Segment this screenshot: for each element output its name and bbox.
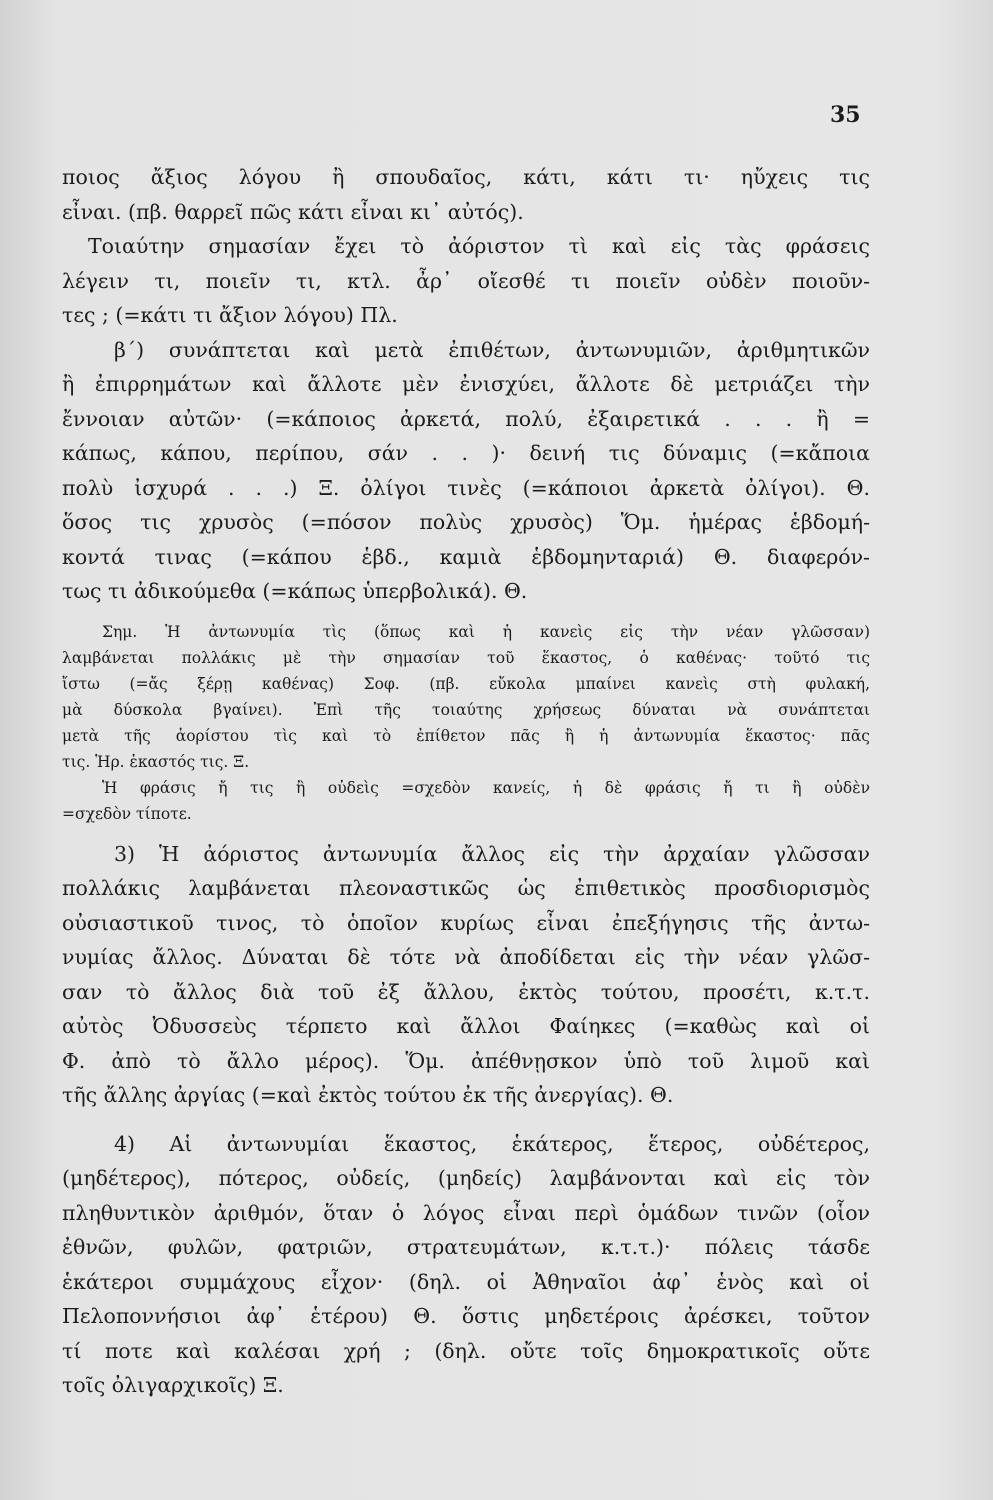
text-line: ἐθνῶν, φυλῶν, φατριῶν, στρατευμάτων, κ.τ.τ.)· πόλεις τάσδε [62, 1235, 870, 1259]
note-line: ἴστω (=ἄς ξέρῃ καθένας) Σοφ. (πβ. εὔκολα μπαίνει κανεὶς στὴ φυλακή, [62, 674, 870, 693]
note-line: λαμβάνεται πολλάκις μὲ τὴν σημασίαν τοῦ ἕκαστος, ὁ καθένας· τοῦτό τις [62, 648, 870, 667]
paragraph-2 [62, 333, 870, 609]
note-section [62, 619, 870, 827]
text-line: 3) Ἡ ἀόριστος ἀντωνυμία ἄλλος εἰς τὴν ἀρχαίαν γλῶσσαν [114, 841, 870, 866]
text-line: β΄) συνάπτεται καὶ μετὰ ἐπιθέτων, ἀντωνυμιῶν, ἀριθμητικῶν [114, 337, 870, 362]
text-line: ὅσος τις χρυσὸς (=πόσον πολὺς χρυσὸς) Ὅμ. ἡμέρας ἑβδομή- [62, 510, 870, 534]
text-line: ποιος ἄξιος λόγου ἢ σπουδαῖος, κάτι, κάτι τι· ηὔχεις τις [62, 165, 870, 189]
note-line: μὰ δύσκολα βγαίνει). Ἐπὶ τῆς τοιαύτης χρήσεως δύναται νὰ συνάπτεται [62, 700, 870, 719]
page-number: 35 [830, 102, 861, 128]
page-text [62, 160, 870, 1403]
paragraph-3 [62, 837, 870, 1113]
text-line: Τοιαύτην σημασίαν ἔχει τὸ ἀόριστον τὶ καὶ εἰς τὰς φράσεις [88, 234, 870, 258]
text-line: τῆς ἄλλης ἀργίας (=καὶ ἐκτὸς τούτου ἐκ τῆς ἀνεργίας). Θ. [62, 1083, 674, 1107]
text-line: τως τι ἀδικούμεθα (=κάπως ὑπερβολικά). Θ. [62, 579, 528, 603]
text-line: Πελοποννήσιοι ἀφ᾽ ἑτέρου) Θ. ὅστις μηδετέροις ἀρέσκει, τοῦτον [62, 1304, 870, 1328]
text-line: εἶναι. (πβ. θαρρεῖ πῶς κάτι εἶναι κι᾽ αὐτός). [62, 199, 524, 224]
text-line: πολὺ ἰσχυρά . . .) Ξ. ὀλίγοι τινὲς (=κάποιοι ἀρκετὰ ὀλίγοι). Θ. [62, 475, 870, 500]
text-line: (μηδέτερος), πότερος, οὐδείς, (μηδείς) λαμβάνονται καὶ εἰς τὸν [62, 1166, 870, 1190]
text-line: κοντά τινας (=κάπου ἑβδ., καμιὰ ἑβδομηνταριά) Θ. διαφερόν- [62, 544, 870, 569]
note-line: τις. Ἡρ. ἑκαστός τις. Ξ. [62, 752, 250, 771]
text-line: νυμίας ἄλλος. Δύναται δὲ τότε νὰ ἀποδίδεται εἰς τὴν νέαν γλῶσ- [62, 945, 870, 969]
paragraph-1 [62, 160, 870, 333]
text-line: σαν τὸ ἄλλος διὰ τοῦ ἐξ ἄλλου, ἐκτὸς τούτου, προσέτι, κ.τ.τ. [62, 979, 870, 1004]
text-line: τί ποτε καὶ καλέσαι χρή ; (δηλ. οὔτε τοῖς δημοκρατικοῖς οὔτε [62, 1338, 870, 1363]
text-line: αὐτὸς Ὀδυσσεὺς τέρπετο καὶ ἄλλοι Φαίηκες (=καθὼς καὶ οἱ [62, 1014, 870, 1038]
text-line: τοῖς ὀλιγαρχικοῖς) Ξ. [62, 1373, 284, 1397]
text-line: ἢ ἐπιρρημάτων καὶ ἄλλοτε μὲν ἐνισχύει, ἄλλοτε δὲ μετριάζει τὴν [62, 372, 870, 396]
text-line: πολλάκις λαμβάνεται πλεοναστικῶς ὡς ἐπιθετικὸς προσδιορισμὸς [62, 876, 870, 900]
text-line: οὐσιαστικοῦ τινος, τὸ ὁποῖον κυρίως εἶναι ἐπεξήγησις τῆς ἀντω- [62, 910, 870, 935]
paragraph-4 [62, 1127, 870, 1403]
note-line: Ἡ φράσις ἤ τις ἢ οὐδεὶς =σχεδὸν κανείς, ἡ δὲ φράσις ἤ τι ἢ οὐδὲν [102, 778, 870, 797]
text-line: λέγειν τι, ποιεῖν τι, κτλ. ἆρ᾽ οἴεσθέ τι ποιεῖν οὐδὲν ποιοῦν- [62, 268, 870, 293]
text-line: 4) Αἱ ἀντωνυμίαι ἕκαστος, ἑκάτερος, ἕτερος, οὐδέτερος, [114, 1131, 870, 1156]
text-line: τες ; (=κάτι τι ἄξιον λόγου) Πλ. [62, 303, 398, 327]
note-line: Σημ. Ἡ ἀντωνυμία τὶς (ὅπως καὶ ἡ κανεὶς εἰς τὴν νέαν γλῶσσαν) [102, 622, 870, 641]
text-line: κάπως, κάπου, περίπου, σάν . . )· δεινή τις δύναμις (=κἄποια [62, 441, 870, 465]
text-line: ἔννοιαν αὐτῶν· (=κάποιος ἀρκετά, πολύ, ἐξαιρετικά . . . ἢ = [62, 406, 870, 431]
text-line: ἑκάτεροι συμμάχους εἶχον· (δηλ. οἱ Ἀθηναῖοι ἀφ᾽ ἑνὸς καὶ οἱ [62, 1269, 870, 1294]
note-line: μετὰ τῆς ἀορίστου τὶς καὶ τὸ ἐπίθετον πᾶς ἢ ἡ ἀντωνυμία ἕκαστος· πᾶς [62, 726, 870, 745]
paragraph-gap [62, 1113, 870, 1127]
text-line: Φ. ἀπὸ τὸ ἄλλο μέρος). Ὅμ. ἀπέθνῃσκον ὑπὸ τοῦ λιμοῦ καὶ [62, 1048, 870, 1073]
note-line: =σχεδὸν τίποτε. [62, 804, 192, 823]
text-line: πληθυντικὸν ἀριθμόν, ὅταν ὁ λόγος εἶναι περὶ ὁμάδων τινῶν (οἷον [62, 1200, 870, 1225]
